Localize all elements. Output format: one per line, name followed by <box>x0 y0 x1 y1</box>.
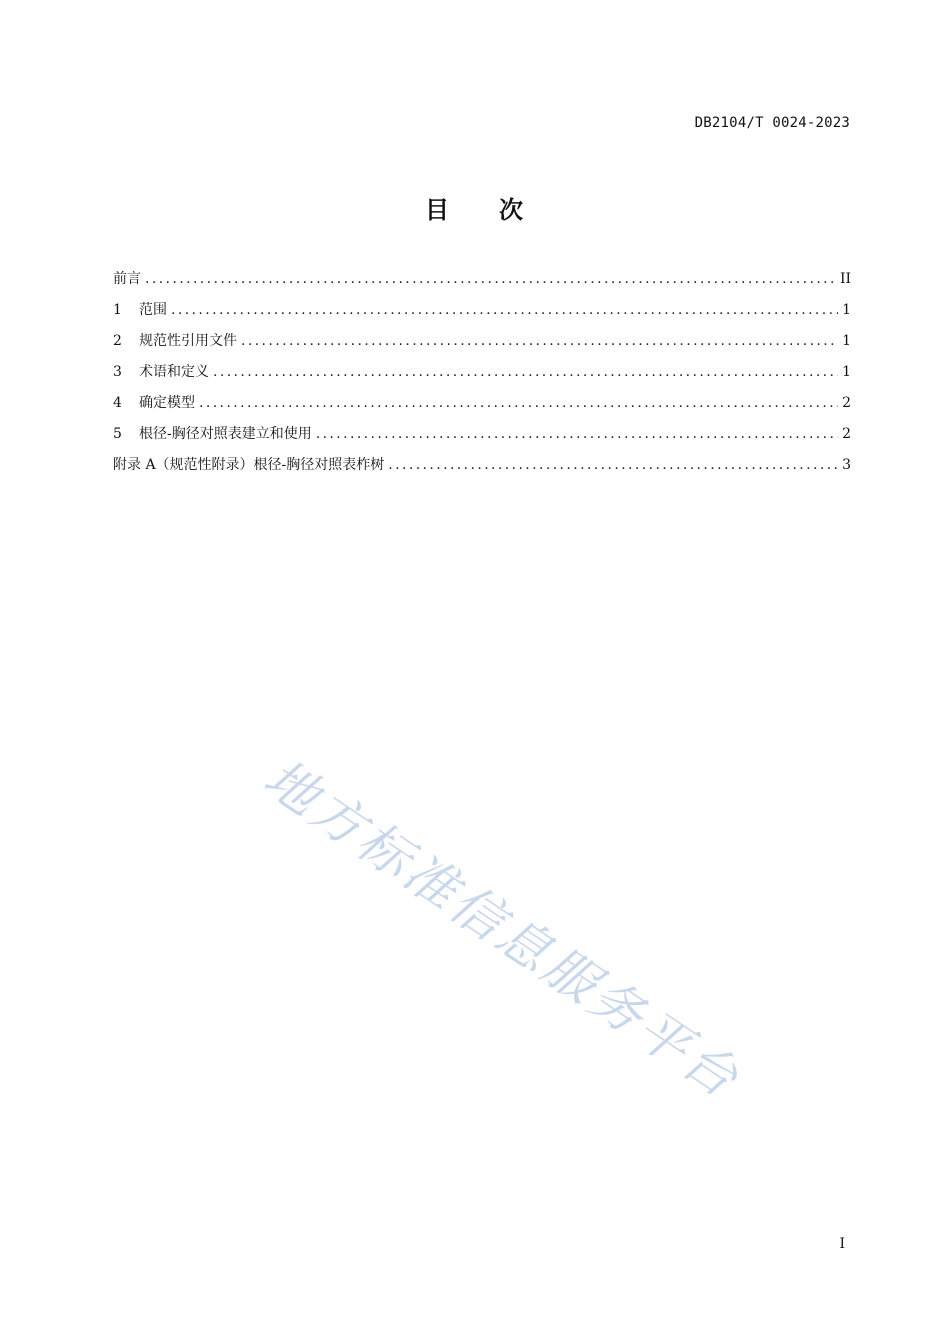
toc-entry-label: 规范性引用文件 <box>139 333 237 349</box>
toc-entry-model[interactable] <box>113 392 851 423</box>
title-part-1: 目 <box>425 196 451 224</box>
toc-entry-foreword[interactable] <box>113 268 851 299</box>
toc-entry-page: 2 <box>842 426 851 442</box>
toc-entry-page: 1 <box>842 364 851 380</box>
toc-entry-page: II <box>839 271 851 287</box>
toc-entry-number: 1 <box>113 302 122 318</box>
title-part-2: 次 <box>499 196 525 224</box>
toc-entry-number: 4 <box>113 395 122 411</box>
toc-entry-label: 附录 A（规范性附录）根径-胸径对照表柞树 <box>113 457 385 473</box>
page-number: I <box>839 1236 845 1252</box>
toc-leader-dots <box>213 364 838 380</box>
watermark: 地方标准信息服务平台 <box>253 748 751 1112</box>
toc-leader-dots <box>171 302 838 318</box>
toc-entry-label: 术语和定义 <box>139 364 209 380</box>
toc-entry-appendix-a[interactable] <box>113 454 851 485</box>
toc-leader-dots <box>241 333 838 349</box>
toc-entry-page: 1 <box>842 333 851 349</box>
toc-entry-scope[interactable] <box>113 299 851 330</box>
toc-entry-number: 3 <box>113 364 122 380</box>
toc-entry-normative-references[interactable] <box>113 330 851 361</box>
toc-entry-label: 前言 <box>113 271 141 287</box>
toc-entry-label: 范围 <box>139 302 167 318</box>
toc-entry-number: 5 <box>113 426 122 442</box>
document-number: DB2104/T 0024-2023 <box>694 115 850 131</box>
toc-entry-table-usage[interactable] <box>113 423 851 454</box>
toc-entry-label: 确定模型 <box>139 395 195 411</box>
table-of-contents <box>113 268 851 485</box>
toc-leader-dots <box>388 457 838 473</box>
toc-entry-number: 2 <box>113 333 122 349</box>
toc-entry-page: 1 <box>842 302 851 318</box>
toc-leader-dots <box>145 271 836 287</box>
toc-entry-terms-definitions[interactable] <box>113 361 851 392</box>
toc-entry-page: 3 <box>842 457 851 473</box>
toc-leader-dots <box>199 395 838 411</box>
toc-entry-page: 2 <box>842 395 851 411</box>
toc-entry-label: 根径-胸径对照表建立和使用 <box>139 426 312 442</box>
toc-leader-dots <box>316 426 838 442</box>
page-title <box>0 190 950 225</box>
